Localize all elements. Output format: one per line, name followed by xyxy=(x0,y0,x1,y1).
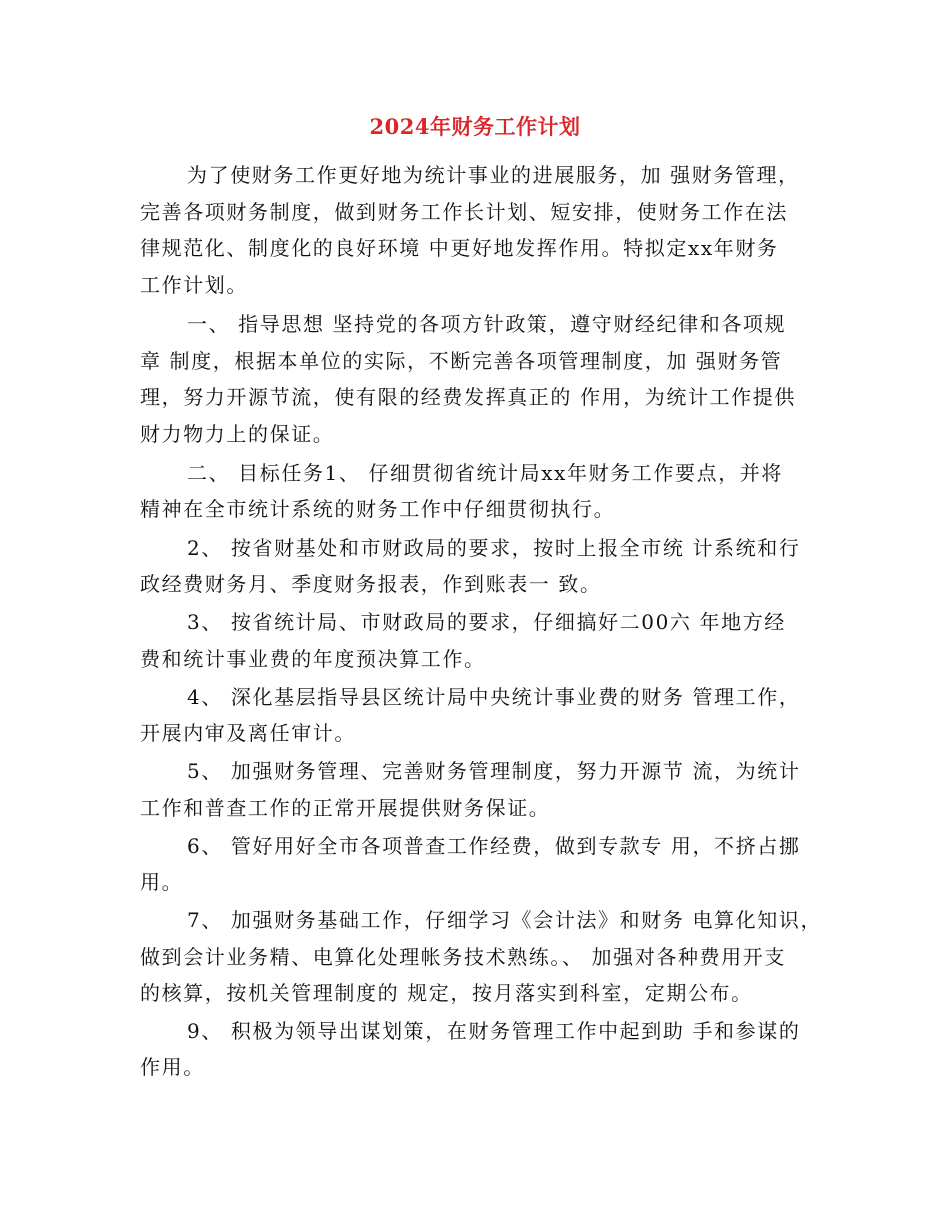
paragraph-10-line-2: 作用。 xyxy=(140,1055,205,1079)
document-title: 2024年财务工作计划 xyxy=(369,114,581,139)
paragraph-7-line-2: 工作和普查工作的正常开展提供财务保证。 xyxy=(140,796,551,820)
paragraph-2-line-3: 理，努力开源节流，使有限的经费发挥真正的 作用，为统计工作提供 xyxy=(140,385,796,409)
paragraph-3-line-2: 精神在全市统计系统的财务工作中仔细贯彻执行。 xyxy=(140,497,616,521)
paragraph-8-line-2: 用。 xyxy=(140,870,184,894)
paragraph-8-line-1: 6、 管好用好全市各项普查工作经费，做到专款专 用，不挤占挪 xyxy=(187,834,801,858)
paragraph-10-line-1: 9、 积极为领导出谋划策，在财务管理工作中起到助 手和参谋的 xyxy=(187,1019,801,1043)
paragraph-6-line-2: 开展内审及离任审计。 xyxy=(140,721,356,745)
paragraph-9-line-3: 的核算，按机关管理制度的 规定，按月落实到科室，定期公布。 xyxy=(140,981,753,1005)
paragraph-1-line-1: 为了使财务工作更好地为统计事业的进展服务，加 强财务管理， xyxy=(187,163,800,187)
paragraph-5-line-2: 费和统计事业费的年度预决算工作。 xyxy=(140,647,486,671)
paragraph-2-line-4: 财力物力上的保证。 xyxy=(140,422,335,446)
paragraph-1-line-2: 完善各项财务制度，做到财务工作长计划、短安排，使财务工作在法 xyxy=(140,200,788,224)
paragraph-2-line-2: 章 制度，根据本单位的实际，不断完善各项管理制度，加 强财务管 xyxy=(140,349,783,373)
paragraph-1-line-3: 律规范化、制度化的良好环境 中更好地发挥作用。特拟定xx年财务 xyxy=(140,236,779,260)
paragraph-9-line-1: 7、 加强财务基础工作，仔细学习《会计法》和财务 电算化知识， xyxy=(187,908,823,932)
paragraph-5-line-1: 3、 按省统计局、市财政局的要求，仔细搞好二00六 年地方经 xyxy=(187,610,786,634)
paragraph-1-line-4: 工作计划。 xyxy=(140,273,248,297)
paragraph-9-line-2: 做到会计业务精、电算化处理帐务技术熟练。、 加强对各种费用开支 xyxy=(140,945,786,969)
paragraph-7-line-1: 5、 加强财务管理、完善财务管理制度，努力开源节 流，为统计 xyxy=(187,759,801,783)
paragraph-6-line-1: 4、 深化基层指导县区统计局中央统计事业费的财务 管理工作， xyxy=(187,685,801,709)
paragraph-2-line-1: 一、 指导思想 坚持党的各项方针政策，遵守财经纪律和各项规 xyxy=(187,312,787,336)
paragraph-3-line-1: 二、 目标任务1、 仔细贯彻省统计局xx年财务工作要点，并将 xyxy=(187,461,783,485)
paragraph-4-line-2: 政经费财务月、季度财务报表，作到账表一 致。 xyxy=(140,572,602,596)
paragraph-4-line-1: 2、 按省财基处和市财政局的要求，按时上报全市统 计系统和行 xyxy=(187,536,801,560)
